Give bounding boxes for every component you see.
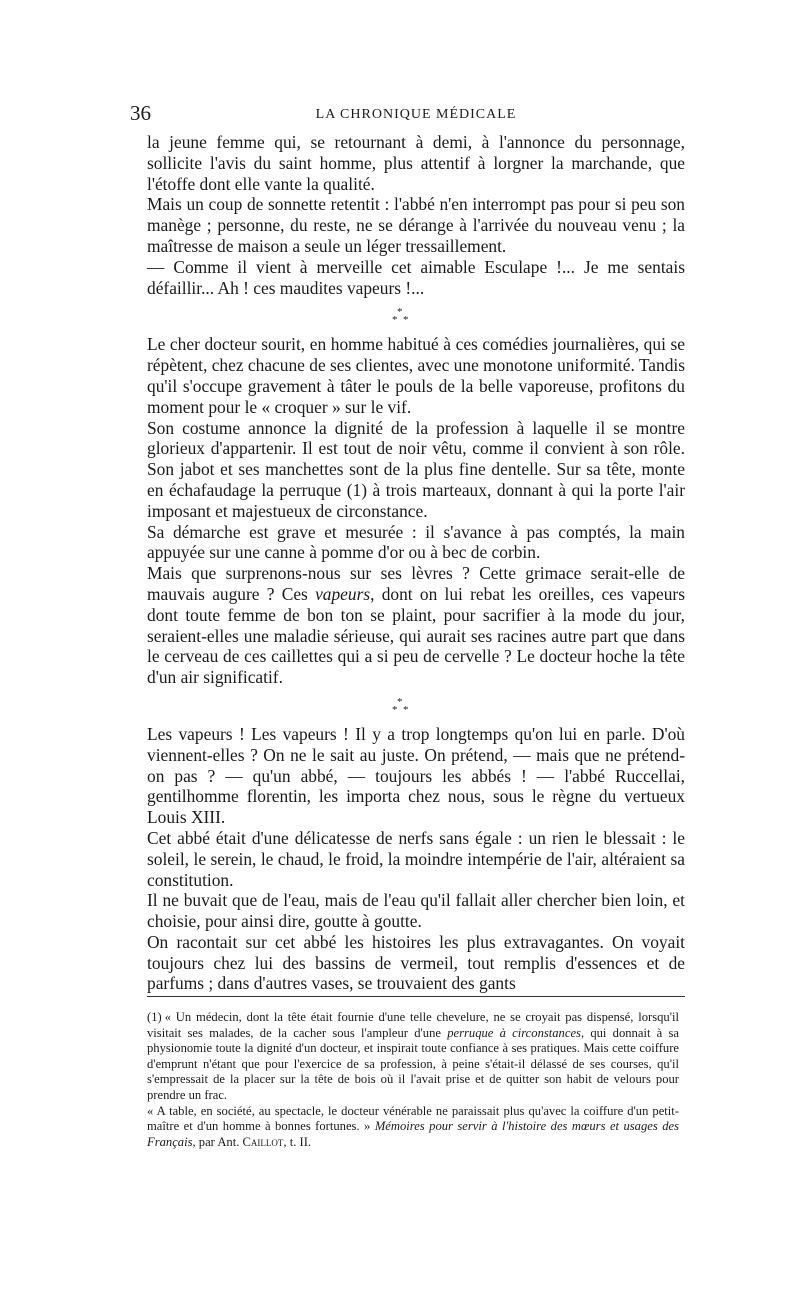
paragraph: Sa démarche est grave et mesurée : il s'avance à pas comptés, la main appuyée sur une canne à pomme d'or ou à bec de corbin. [147, 521, 685, 563]
paragraph: — Comme il vient à merveille cet aimable Esculape !... Je me sentais défaillir... Ah ! ces maudites vapeurs !... [147, 256, 685, 298]
running-title: LA CHRONIQUE MÉDICALE [315, 107, 517, 122]
asterisk: * [392, 703, 398, 716]
footnotes [147, 1010, 679, 1150]
asterism [147, 300, 685, 332]
asterisk: * [392, 314, 398, 327]
paragraph: la jeune femme qui, se retournant à demi, à l'annonce du personnage, sollicite l'avis du saint homme, plus attentif à lorgner la marchande, que l'étoffe dont elle vante la qualité. [147, 132, 685, 194]
running-head [130, 100, 685, 126]
asterisk: * [397, 695, 403, 708]
asterism [147, 690, 685, 722]
paragraph: Il ne buvait que de l'eau, mais de l'eau qu'il fallait aller chercher bien loin, et choisie, pour ainsi dire, goutte à goutte. [147, 890, 685, 932]
footnote-rule [147, 996, 685, 997]
paragraph: Mais que surprenons-nous sur ses lèvres ? Cette grimace serait-elle de mauvais augure ? Ces vapeurs, dont on lui rebat les oreilles, ces vapeurs dont toute femme de bon ton se plaint, pour sacrifier à la mode du jour, seraient-elles une maladie sérieuse, qui aurait ses racines autre part que dans le cerveau de ces caillettes qui a si peu de cervelle ? Le docteur hoche la tête d'un air significatif. [147, 563, 685, 688]
page [130, 100, 685, 994]
asterisk: * [403, 703, 409, 716]
paragraph: Les vapeurs ! Les vapeurs ! Il y a trop longtemps qu'on lui en parle. D'où viennent-elles ? On ne le sait au juste. On prétend, — mais que ne prétend-on pas ? — qu'un abbé, — toujours les abbés ! — l'abbé Ruccellai, gentilhomme florentin, les importa chez nous, sous le règne du vertueux Louis XIII. [147, 723, 685, 828]
body-text [147, 132, 685, 994]
footnote-marker: (1) [147, 1010, 162, 1024]
paragraph: Mais un coup de sonnette retentit : l'abbé n'en interrompt pas pour si peu son manège ; personne, du reste, ne se dérange à l'arrivée du nouveau venu ; la maîtresse de maison a seule un léger tressaillement. [147, 194, 685, 256]
asterisk: * [403, 314, 409, 327]
footnote-continuation: « A table, en société, au spectacle, le docteur vénérable ne paraissait plus qu'avec la coiffure d'un petit-maître et d'un homme à bonnes fortunes. » Mémoires pour servir à l'histoire des mœurs et usages des Français, par Ant. Caillot, t. II. [147, 1103, 680, 1149]
author-name: Caillot [242, 1134, 284, 1149]
paragraph: Le cher docteur sourit, en homme habitué à ces comédies journalières, qui se répètent, chez chacune de ses clientes, avec une monotone uniformité. Tandis qu'il s'occupe gravement à tâter le pouls de la belle vaporeuse, profitons du moment pour le « croquer » sur le vif. [147, 334, 685, 417]
asterisk: * [397, 306, 403, 319]
paragraph: On racontait sur cet abbé les histoires les plus extravagantes. On voyait toujours chez lui des bassins de vermeil, tout remplis d'essences et de parfums ; dans d'autres vases, se trouvaient des gants [147, 931, 685, 994]
footnote: (1) « Un médecin, dont la tête était fournie d'une telle chevelure, ne se croyait pas dispensé, lorsqu'il visitait ses malades, de la cacher sous l'ampleur d'une perruque à circonstances, qui donnait à sa physionomie toute la dignité d'un docteur, et inspirait toute confiance à ses pratiques. Mais cette coiffure d'emprunt n'étant que pour l'exercice de sa profession, à peine s'était-il délassé de ses courses, qu'il s'empressait de la placer sur la tête de bois où il l'avait prise et de quitter son habit de velours pour prendre un frac. [147, 1010, 679, 1102]
page-number: 36 [130, 101, 151, 125]
paragraph: Son costume annonce la dignité de la profession à laquelle il se montre glorieux d'appartenir. Il est tout de noir vêtu, comme il convient à son rôle. Son jabot et ses manchettes sont de la plus fine dentelle. Sur sa tête, monte en échafaudage la perruque (1) à trois marteaux, donnant à qui la porte l'air imposant et majestueux de circonstance. [147, 417, 685, 521]
paragraph: Cet abbé était d'une délicatesse de nerfs sans égale : un rien le blessait : le soleil, le serein, le chaud, le froid, la moindre intempérie de l'air, altéraient sa constitution. [147, 827, 685, 890]
